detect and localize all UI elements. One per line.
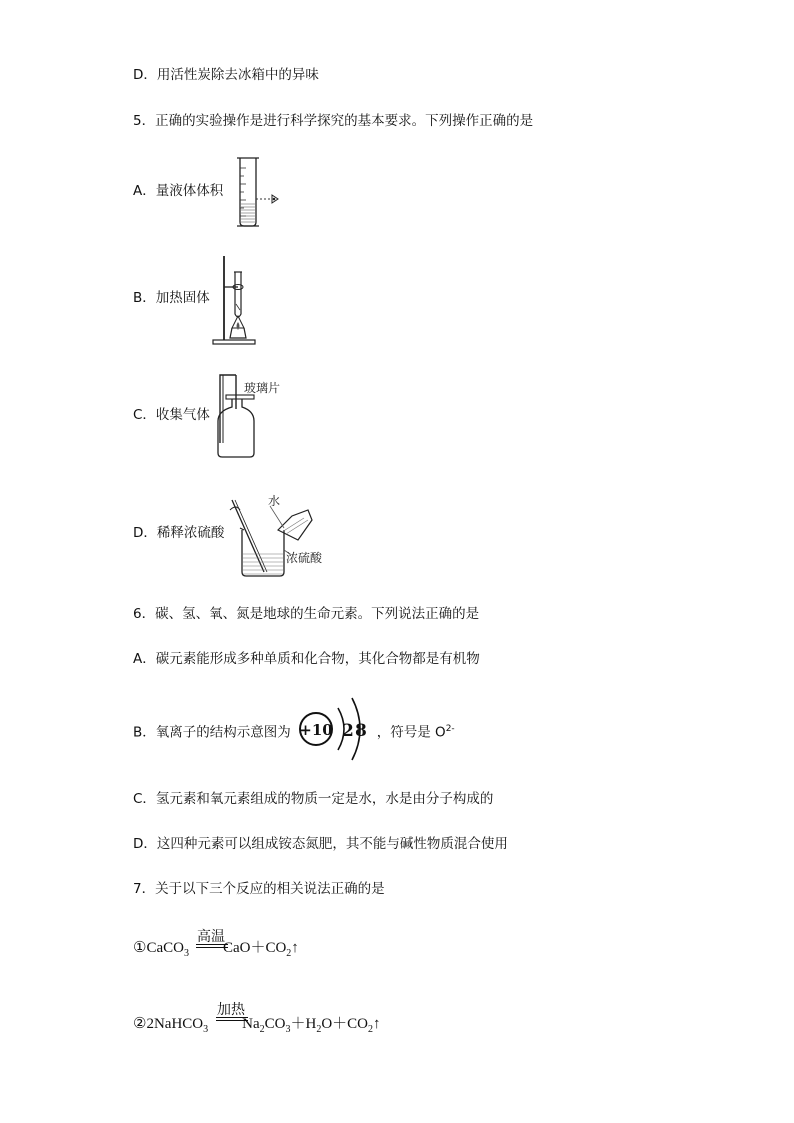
q5-stem: 5．正确的实验操作是进行科学探究的基本要求。下列操作正确的是	[133, 113, 534, 129]
gas-up-arrow: ↑	[291, 940, 299, 956]
glass-plate-label: 玻璃片	[244, 381, 280, 395]
q6-option-d: D．这四种元素可以组成铵态氮肥，其不能与碱性物质混合使用	[133, 836, 508, 852]
reaction-2-equation	[133, 1012, 380, 1035]
oxygen-ion-structure-diagram	[294, 694, 386, 766]
q6-option-c: C．氢元素和氧元素组成的物质一定是水，水是由分子构成的	[133, 791, 494, 807]
q6-option-b-prefix: B．氧离子的结构示意图为	[133, 724, 291, 741]
reaction-2-product-2: CO	[264, 1016, 286, 1032]
reaction-1-products: CaO＋CO	[222, 940, 287, 956]
reaction-1-number: ①	[133, 940, 147, 956]
q5-option-a: A．量液体体积	[133, 183, 224, 199]
reaction-1-reactant-sub: 3	[183, 948, 189, 959]
reaction-1-reactant: CaCO	[146, 940, 184, 956]
graduated-cylinder-figure	[228, 156, 288, 228]
q6-stem: 6．碳、氢、氧、氮是地球的生命元素。下列说法正确的是	[133, 606, 480, 622]
q5-option-c: C．收集气体	[133, 407, 210, 423]
shell-1-electrons: 2	[342, 721, 354, 741]
q5-option-b: B．加热固体	[133, 290, 210, 306]
q7-stem: 7．关于以下三个反应的相关说法正确的是	[133, 881, 385, 897]
reaction-2-reactant-sub: 3	[203, 1024, 209, 1035]
reaction-2-reactant: 2NaHCO	[146, 1016, 204, 1032]
reaction-1-condition: 高温	[197, 929, 225, 945]
reaction-2-number: ②	[133, 1016, 147, 1032]
reaction-2-condition: 加热	[217, 1002, 245, 1018]
reaction-1-products-sub: 2	[286, 948, 292, 959]
reaction-2-product-3-sub: 2	[316, 1024, 322, 1035]
q4-option-d: D．用活性炭除去冰箱中的异味	[133, 67, 319, 83]
gas-collection-bottle-figure	[214, 373, 280, 459]
reaction-2-product-1-sub: 2	[259, 1024, 265, 1035]
water-label: 水	[268, 494, 281, 508]
reaction-2-product-2-sub: 3	[285, 1024, 291, 1035]
q6-option-b-suffix: ，符号是 O	[376, 724, 446, 741]
nucleus-charge: +10	[299, 721, 333, 739]
q5-option-d: D．稀释浓硫酸	[133, 525, 225, 541]
sulfuric-acid-label: 浓硫酸	[286, 551, 323, 565]
reaction-2-product-1: Na	[242, 1016, 260, 1032]
shell-2-electrons: 8	[355, 721, 367, 741]
reaction-2-product-4: O＋CO	[321, 1016, 368, 1032]
gas-up-arrow: ↑	[372, 1016, 381, 1032]
oxide-charge: 2-	[445, 724, 455, 734]
q6-option-a: A．碳元素能形成多种单质和化合物，其化合物都是有机物	[133, 651, 480, 667]
reaction-2-product-3: ＋H	[290, 1016, 317, 1032]
reaction-1-equation	[133, 936, 299, 959]
reaction-2-product-4-sub: 2	[367, 1024, 373, 1035]
heating-solid-apparatus-figure	[210, 254, 260, 346]
diluting-sulfuric-acid-figure	[226, 492, 330, 582]
